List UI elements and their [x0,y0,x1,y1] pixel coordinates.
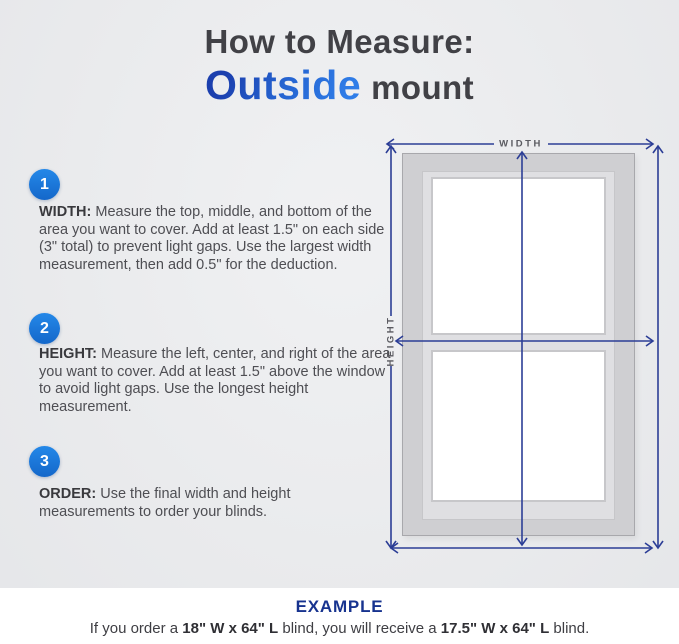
step-3-badge: 3 [29,446,60,477]
title-line2 [0,63,679,108]
example-receive-size: 17.5" W x 64" L [440,620,550,637]
example-sentence [0,620,679,637]
height-dimension-label: HEIGHT [385,315,397,367]
title-highlight: Outside [205,62,362,109]
middle-horizontal-arrow [396,336,653,346]
example-order-size: 18" W x 64" L [182,620,279,637]
width-dimension-label: WIDTH [499,138,543,150]
step-1-body: Measure the top, middle, and bottom of the area you want to cover. Add at least 1.5" on each side (3" total) to prevent light gaps. Use the largest width measurement, then add 0.5" for the deduction. [39,204,385,273]
step-1-label: WIDTH: [39,204,92,220]
right-height-arrow [653,146,663,548]
step-1-badge: 1 [29,169,60,200]
step-2-badge: 2 [29,313,60,344]
step-2-label: HEIGHT: [39,346,97,362]
step-3-text [39,486,387,521]
example-part3: blind. [549,620,590,637]
center-vertical-arrow [517,152,527,545]
step-2-body: Measure the left, center, and right of the area you want to cover. Add at least 1.5" above the window to avoid light gaps. Use the longest height measurement. [39,346,391,415]
step-2-text [39,346,391,416]
example-section [0,588,679,644]
example-heading: EXAMPLE [295,597,384,616]
title-line1: How to Measure: [204,23,475,60]
step-3-body: Use the final width and height measurements to order your blinds. [39,486,291,520]
window-measurement-diagram [378,128,673,563]
example-part2: blind, you will receive a [278,620,441,637]
step-1-text [39,204,387,274]
example-part1: If you order a [89,620,183,637]
page-title [0,24,679,108]
step-3-label: ORDER: [39,486,97,502]
measurement-arrows [378,128,673,563]
title-tail: mount [371,69,474,107]
